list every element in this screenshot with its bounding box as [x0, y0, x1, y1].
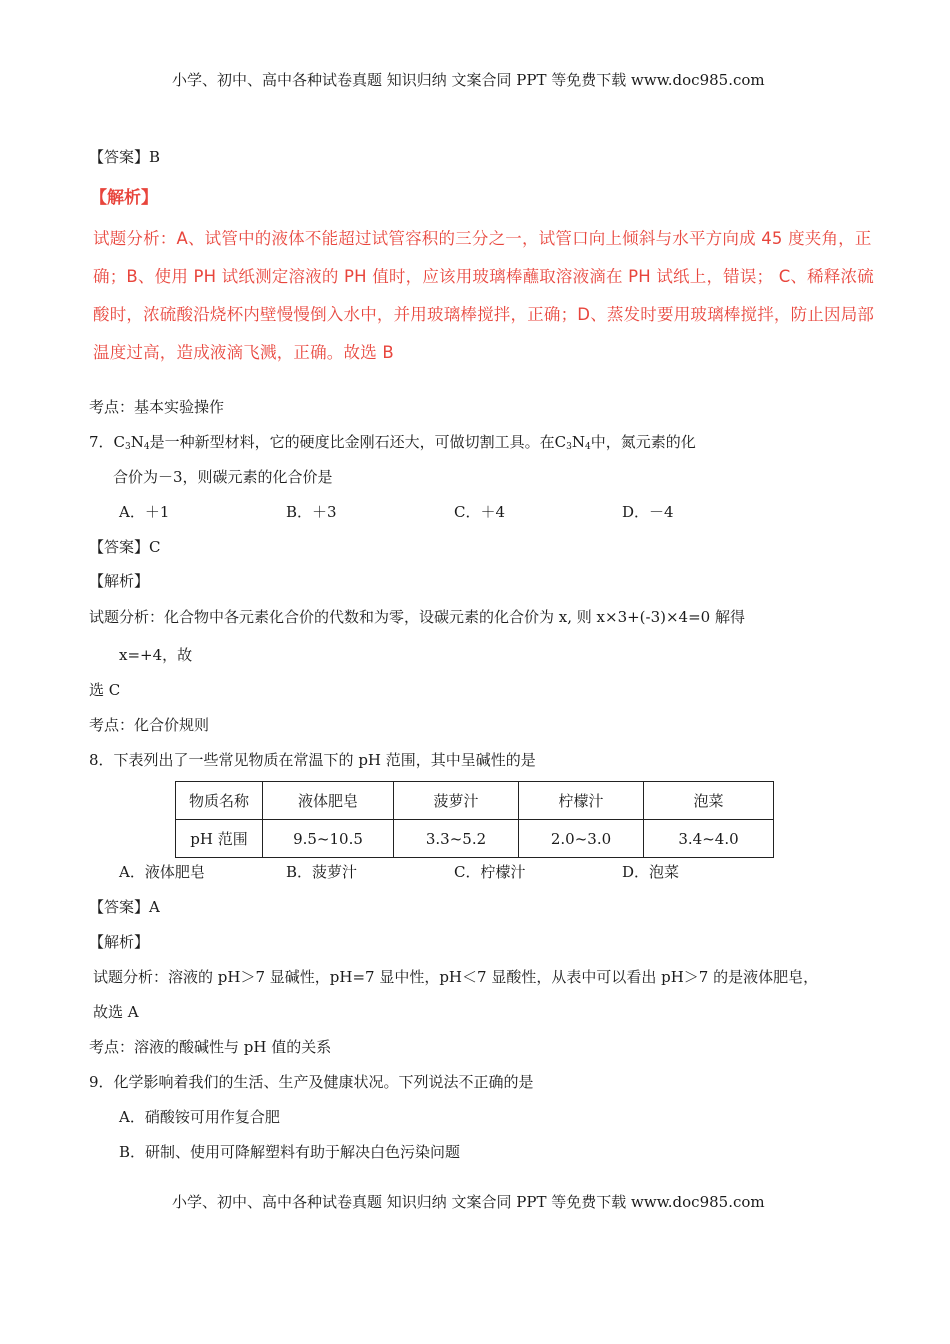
q8-option-c: C．柠檬汁: [454, 863, 526, 881]
table-row: [176, 820, 774, 858]
q6-analysis-line-4: 温度过高，造成液滴飞溅，正确。故选 B: [93, 343, 394, 362]
q7-option-a: A．＋1: [119, 503, 170, 521]
q6-analysis-line-3: 酸时，浓硫酸沿烧杯内壁慢慢倒入水中，并用玻璃棒搅拌，正确；D、蒸发时要用玻璃棒搅拌，防止因局部: [93, 305, 875, 324]
q8-option-b: B．菠萝汁: [286, 863, 358, 881]
q6-analysis-line-2: 确；B、使用 PH 试纸测定溶液的 PH 值时，应该用玻璃棒蘸取溶液滴在 PH 试纸上，错误； C、稀释浓硫: [93, 267, 874, 286]
table-header-cell: 物质名称: [176, 782, 263, 820]
page-footer: 小学、初中、高中各种试卷真题 知识归纳 文案合同 PPT 等免费下载 www.doc985.com: [172, 1193, 765, 1211]
table-cell: 3.3~5.2: [394, 820, 519, 858]
q7-option-c: C．＋4: [454, 503, 506, 521]
q9-option-a: A．硝酸铵可用作复合肥: [119, 1108, 280, 1126]
q8-analysis-line-2: 故选 A: [93, 1003, 139, 1021]
q7-kaodian: 考点：化合价规则: [89, 716, 210, 734]
q6-analysis-label: 【解析】: [90, 188, 158, 208]
q8-answer: 【答案】A: [89, 898, 160, 916]
table-header-cell: 液体肥皂: [263, 782, 394, 820]
table-header-row: [176, 782, 774, 820]
q7-stem-b: 中，氮元素的化: [590, 433, 696, 451]
page-header: 小学、初中、高中各种试卷真题 知识归纳 文案合同 PPT 等免费下载 www.doc985.com: [172, 71, 765, 89]
q7-option-b: B．＋3: [286, 503, 337, 521]
q7-analysis-label: 【解析】: [89, 572, 150, 590]
table-cell: 9.5~10.5: [263, 820, 394, 858]
q7-option-d: D．－4: [622, 503, 674, 521]
q6-answer: 【答案】B: [89, 148, 161, 166]
q8-stem: 8．下表列出了一些常见物质在常温下的 pH 范围，其中呈碱性的是: [89, 751, 536, 769]
q7-stem-a: 是一种新型材料，它的硬度比金刚石还大，可做切割工具。在: [149, 433, 555, 451]
ph-table: [175, 781, 774, 858]
q7-number: 7．: [89, 433, 114, 451]
table-cell: 2.0~3.0: [519, 820, 644, 858]
q7-analysis-line-3: 选 C: [89, 681, 121, 699]
table-cell: pH 范围: [176, 820, 263, 858]
q9-option-b: B．研制、使用可降解塑料有助于解决白色污染问题: [119, 1143, 461, 1161]
q8-analysis-label: 【解析】: [89, 933, 150, 951]
q7-stem-line-1: [89, 432, 696, 452]
table-header-cell: 菠萝汁: [394, 782, 519, 820]
table-header-cell: 柠檬汁: [519, 782, 644, 820]
q6-kaodian: 考点：基本实验操作: [89, 398, 225, 416]
q7-formula-2: $C_3N_4$: [554, 433, 591, 452]
table-header-cell: 泡菜: [644, 782, 774, 820]
q6-analysis-line-1: 试题分析：A、试管中的液体不能超过试管容积的三分之一，试管口向上倾斜与水平方向成 45 度夹角，正: [93, 229, 872, 248]
q8-option-d: D．泡菜: [622, 863, 680, 881]
q7-formula: $C_3N_4$: [113, 433, 150, 452]
q9-stem: 9．化学影响着我们的生活、生产及健康状况。下列说法不正确的是: [89, 1073, 534, 1091]
q8-kaodian: 考点：溶液的酸碱性与 pH 值的关系: [89, 1038, 332, 1056]
q7-analysis-line-2: x=+4，故: [119, 646, 193, 664]
q8-analysis-line-1: 试题分析：溶液的 pH＞7 显碱性，pH=7 显中性，pH＜7 显酸性，从表中可以看出 pH＞7 的是液体肥皂，: [93, 968, 819, 986]
q7-stem-line-2: 合价为－3，则碳元素的化合价是: [113, 468, 333, 486]
q7-analysis-line-1: 试题分析：化合物中各元素化合价的代数和为零，设碳元素的化合价为 x, 则 x×3+(-3)×4=0 解得: [89, 608, 745, 626]
q7-answer: 【答案】C: [89, 538, 161, 556]
q8-option-a: A．液体肥皂: [119, 863, 205, 881]
table-cell: 3.4~4.0: [644, 820, 774, 858]
